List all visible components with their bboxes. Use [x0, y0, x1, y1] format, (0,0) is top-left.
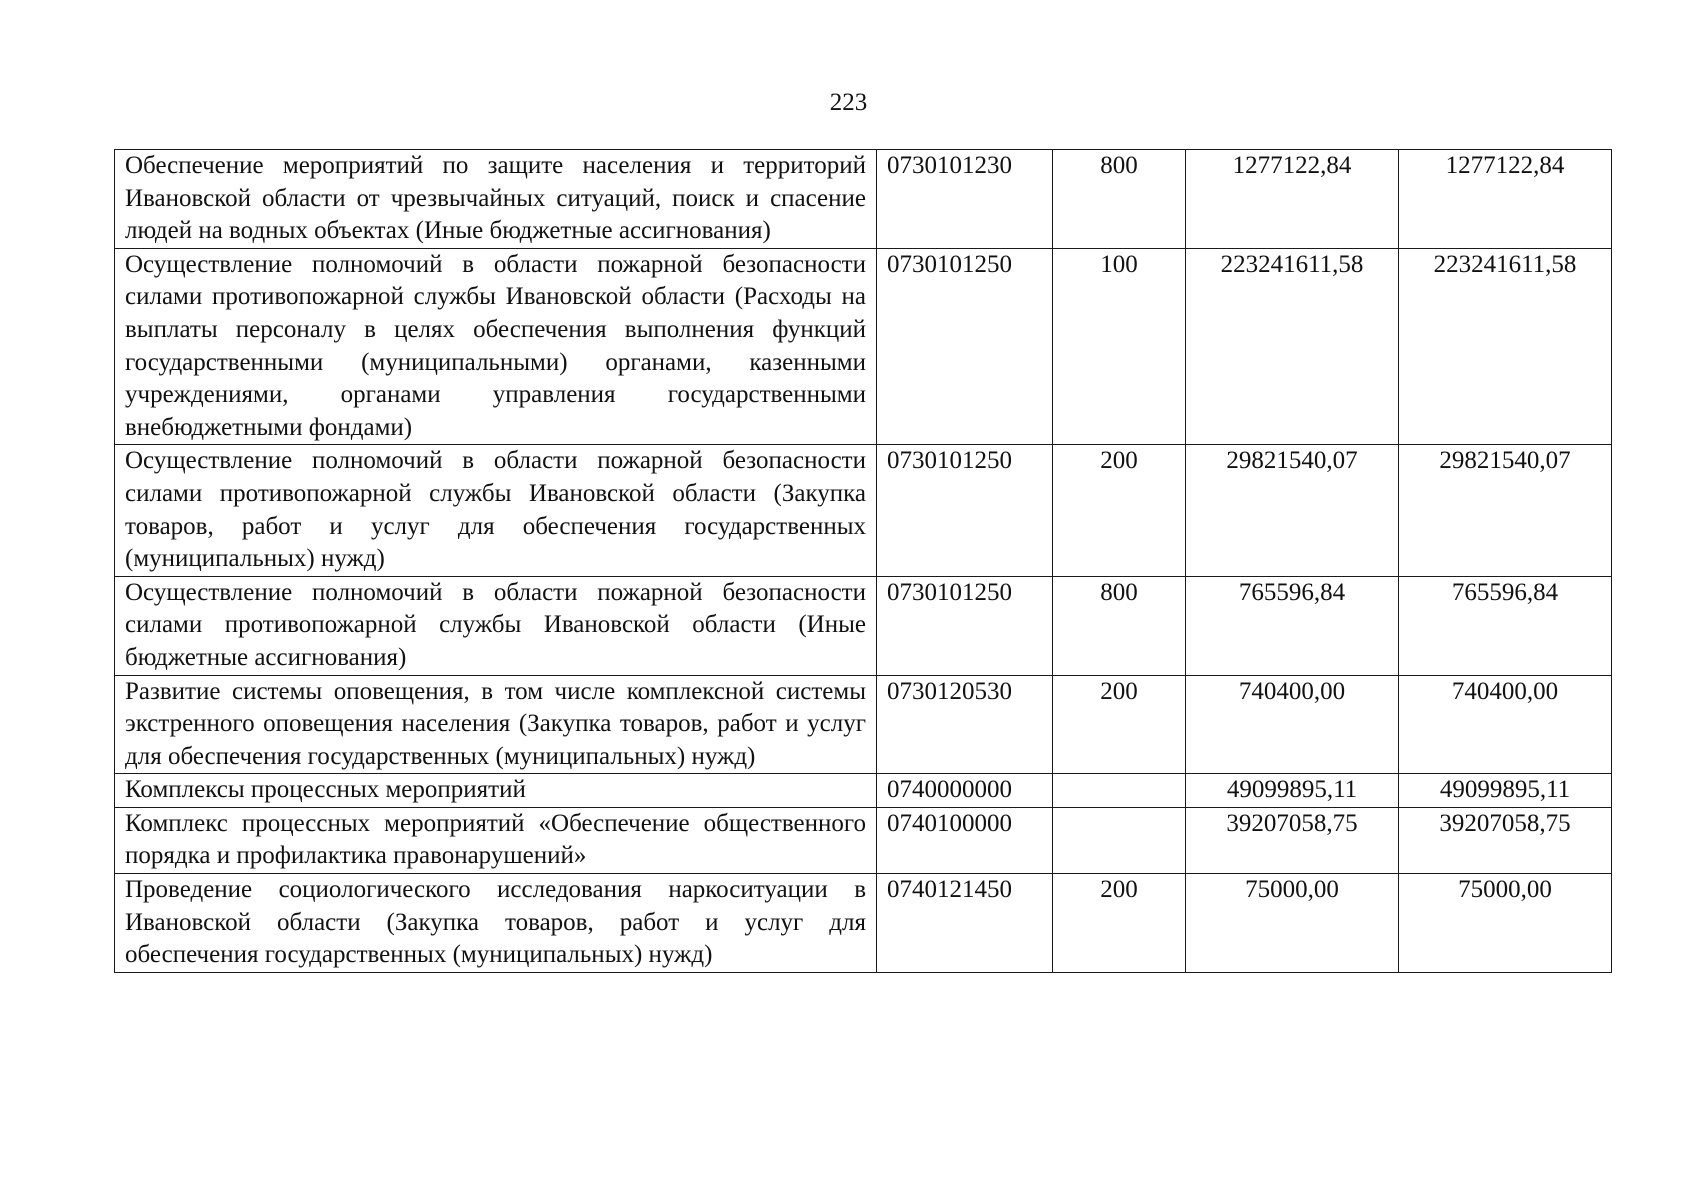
amount-cell: 223241611,58 [1399, 248, 1612, 445]
amount-cell: 49099895,11 [1186, 774, 1399, 808]
budget-table [114, 149, 1612, 973]
amount-cell: 39207058,75 [1186, 807, 1399, 873]
amount-cell: 223241611,58 [1186, 248, 1399, 445]
target-code-cell: 0740000000 [877, 774, 1053, 808]
amount-cell: 765596,84 [1186, 576, 1399, 675]
expense-type-cell [1053, 774, 1186, 808]
amount-cell: 765596,84 [1399, 576, 1612, 675]
expense-name-cell: Комплексы процессных мероприятий [115, 774, 877, 808]
expense-name-cell: Проведение социологического исследования наркоситуации в Ивановской области (Закупка товаров, работ и услуг для обеспечения государственных (муниципальных) нужд) [115, 874, 877, 973]
expense-type-cell: 200 [1053, 445, 1186, 576]
amount-cell: 75000,00 [1399, 874, 1612, 973]
expense-name-cell: Осуществление полномочий в области пожарной безопасности силами противопожарной службы Ивановской области (Закупка товаров, работ и услуг для обеспечения государственных (муниципальных) нужд) [115, 445, 877, 576]
expense-type-cell [1053, 807, 1186, 873]
table-row [115, 576, 1612, 675]
amount-cell: 29821540,07 [1399, 445, 1612, 576]
table-row [115, 874, 1612, 973]
expense-name-cell: Осуществление полномочий в области пожарной безопасности силами противопожарной службы Ивановской области (Расходы на выплаты персоналу в целях обеспечения выполнения функций государственными (муниципальными) органами, казенными учреждениями, органами управления государственными внебюджетными фондами) [115, 248, 877, 445]
target-code-cell: 0730101250 [877, 445, 1053, 576]
expense-name-cell: Развитие системы оповещения, в том числе комплексной системы экстренного оповещения населения (Закупка товаров, работ и услуг для обеспечения государственных (муниципальных) нужд) [115, 675, 877, 774]
target-code-cell: 0730101250 [877, 576, 1053, 675]
amount-cell: 49099895,11 [1399, 774, 1612, 808]
expense-type-cell: 100 [1053, 248, 1186, 445]
expense-type-cell: 200 [1053, 874, 1186, 973]
expense-name-cell: Обеспечение мероприятий по защите населения и территорий Ивановской области от чрезвычайных ситуаций, поиск и спасение людей на водных объектах (Иные бюджетные ассигнования) [115, 150, 877, 249]
target-code-cell: 0730101250 [877, 248, 1053, 445]
target-code-cell: 0730101230 [877, 150, 1053, 249]
amount-cell: 1277122,84 [1399, 150, 1612, 249]
amount-cell: 39207058,75 [1399, 807, 1612, 873]
table-row [115, 248, 1612, 445]
amount-cell: 75000,00 [1186, 874, 1399, 973]
target-code-cell: 0730120530 [877, 675, 1053, 774]
page-number: 223 [829, 89, 868, 116]
expense-type-cell: 800 [1053, 150, 1186, 249]
amount-cell: 740400,00 [1186, 675, 1399, 774]
table-row [115, 807, 1612, 873]
table-row [115, 150, 1612, 249]
table-row [115, 675, 1612, 774]
table-row [115, 445, 1612, 576]
amount-cell: 29821540,07 [1186, 445, 1399, 576]
amount-cell: 740400,00 [1399, 675, 1612, 774]
target-code-cell: 0740121450 [877, 874, 1053, 973]
expense-name-cell: Осуществление полномочий в области пожарной безопасности силами противопожарной службы Ивановской области (Иные бюджетные ассигнования) [115, 576, 877, 675]
expense-type-cell: 800 [1053, 576, 1186, 675]
target-code-cell: 0740100000 [877, 807, 1053, 873]
table-row [115, 774, 1612, 808]
amount-cell: 1277122,84 [1186, 150, 1399, 249]
expense-name-cell: Комплекс процессных мероприятий «Обеспечение общественного порядка и профилактика правонарушений» [115, 807, 877, 873]
expense-type-cell: 200 [1053, 675, 1186, 774]
